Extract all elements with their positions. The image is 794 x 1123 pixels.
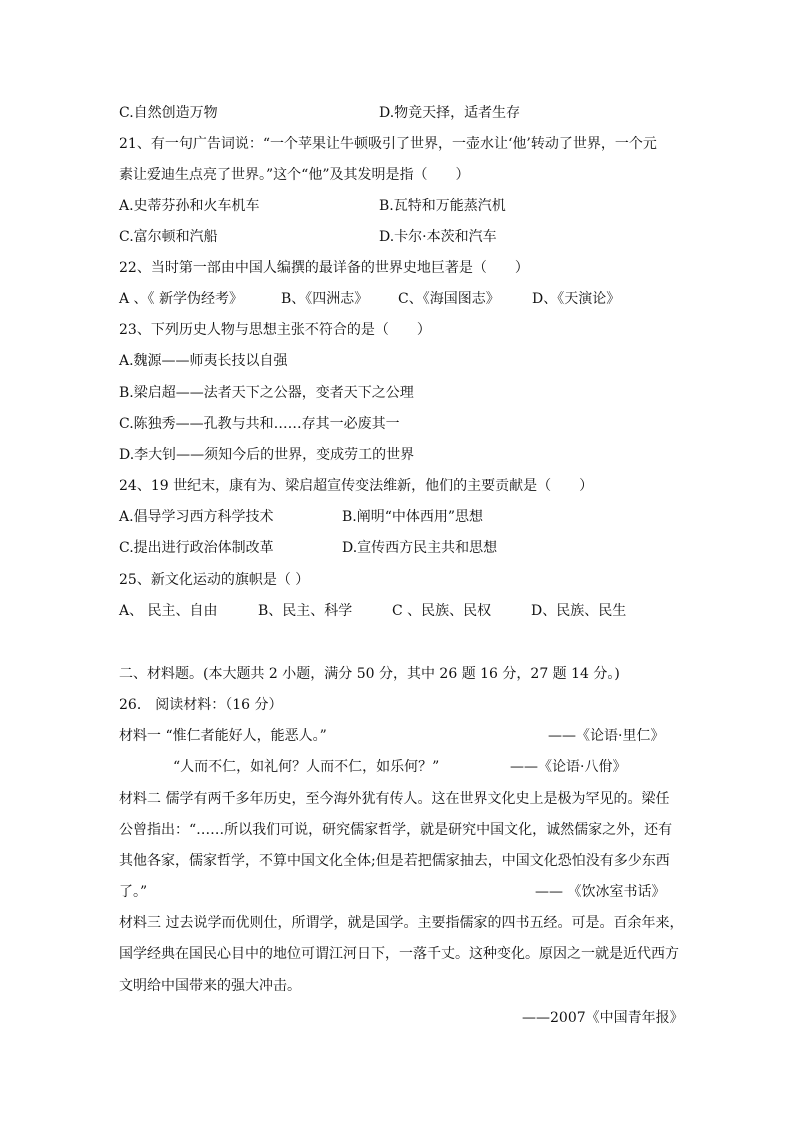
q21-option-d: D.卡尔·本茨和汽车	[379, 229, 497, 245]
material3-line3: 文明给中国带来的强大冲击。	[119, 978, 301, 994]
material2-source: —— 《饮冰室书话》	[535, 884, 666, 900]
q26-stem: 26． 阅读材料：（16 分）	[119, 697, 283, 713]
q21-option-c: C.富尔顿和汽船	[119, 229, 218, 245]
q24-option-b: B.阐明“中体西用”思想	[342, 509, 484, 525]
q23-option-a: A.魏源——师夷长技以自强	[119, 353, 288, 369]
material2-line2: 公曾指出：“……所以我们可说，研究儒家哲学，就是研究中国文化，诚然儒家之外，还有	[119, 822, 673, 838]
q25-option-c: C 、民族、民权	[392, 603, 492, 619]
q22-stem: 22、当时第一部由中国人编撰的最详备的世界史地巨著是（ ）	[119, 260, 529, 276]
q25-stem: 25、新文化运动的旗帜是（ ）	[119, 572, 310, 588]
q21-stem-line2: 素让爱迪生点亮了世界。”这个“他”及其发明是指（ ）	[119, 167, 470, 183]
q22-option-d: D、《天演论》	[532, 291, 621, 307]
material1-quote2: “人而不仁，如礼何？人而不仁，如乐何？”	[173, 759, 440, 775]
q23-option-b: B.梁启超——法者天下之公器，变者天下之公理	[119, 385, 414, 401]
section2-heading: 二、材料题。(本大题共 2 小题，满分 50 分，其中 26 题 16 分，27 题 14 分。)	[119, 666, 620, 682]
q21-stem-line1: 21、有一句广告词说：“一个苹果让牛顿吸引了世界，一壶水让‘他’转动了世界，一个元	[119, 136, 657, 152]
material1-source2: ——《论语·八佾》	[510, 759, 627, 775]
material1-source1: ——《论语·里仁》	[548, 728, 665, 744]
q21-option-b: B.瓦特和万能蒸汽机	[379, 198, 506, 214]
q20-option-d: D.物竞天择，适者生存	[379, 105, 521, 121]
q25-option-a: A、 民主、自由	[119, 603, 218, 619]
q21-option-a: A.史蒂芬孙和火车机车	[119, 198, 260, 214]
q22-option-a: A 、《 新学伪经考》	[119, 291, 244, 307]
q25-option-b: B、民主、科学	[258, 603, 353, 619]
material3-line2: 国学经典在国民心目中的地位可谓江河日下，一落千丈。这种变化。原因之一就是近代西方	[119, 946, 679, 962]
q24-stem: 24、19 世纪末，康有为、梁启超宣传变法维新，他们的主要贡献是（ ）	[119, 478, 594, 494]
q24-option-c: C.提出进行政治体制改革	[119, 540, 274, 556]
q20-option-c: C.自然创造万物	[119, 105, 218, 121]
q23-stem: 23、下列历史人物与思想主张不符合的是（ ）	[119, 322, 431, 338]
q24-option-d: D.宣传西方民主共和思想	[342, 540, 498, 556]
material3-source: ——2007《中国青年报》	[522, 1010, 684, 1026]
material3-line1: 材料三 过去说学而优则仕，所谓学，就是国学。主要指儒家的四书五经。可是。百余年来，	[119, 915, 684, 931]
q23-option-c: C.陈独秀——孔教与共和……存其一必废其一	[119, 416, 400, 432]
material2-line1: 材料二 儒学有两千多年历史，至今海外犹有传人。这在世界文化史上是极为罕见的。梁任	[119, 791, 670, 807]
q25-option-d: D、民族、民生	[531, 603, 627, 619]
material2-line3: 其他各家，儒家哲学，不算中国文化全体;但是若把儒家抽去，中国文化恐怕没有多少东西	[119, 853, 670, 869]
q22-option-c: C、《海国图志》	[398, 291, 500, 307]
material1-quote1: 材料一 “惟仁者能好人，能恶人。”	[119, 728, 327, 744]
q23-option-d: D.李大钊——须知今后的世界，变成劳工的世界	[119, 447, 415, 463]
q24-option-a: A.倡导学习西方科学技术	[119, 509, 274, 525]
q22-option-b: B、《四洲志》	[281, 291, 369, 307]
material2-line4: 了。”	[119, 884, 148, 900]
